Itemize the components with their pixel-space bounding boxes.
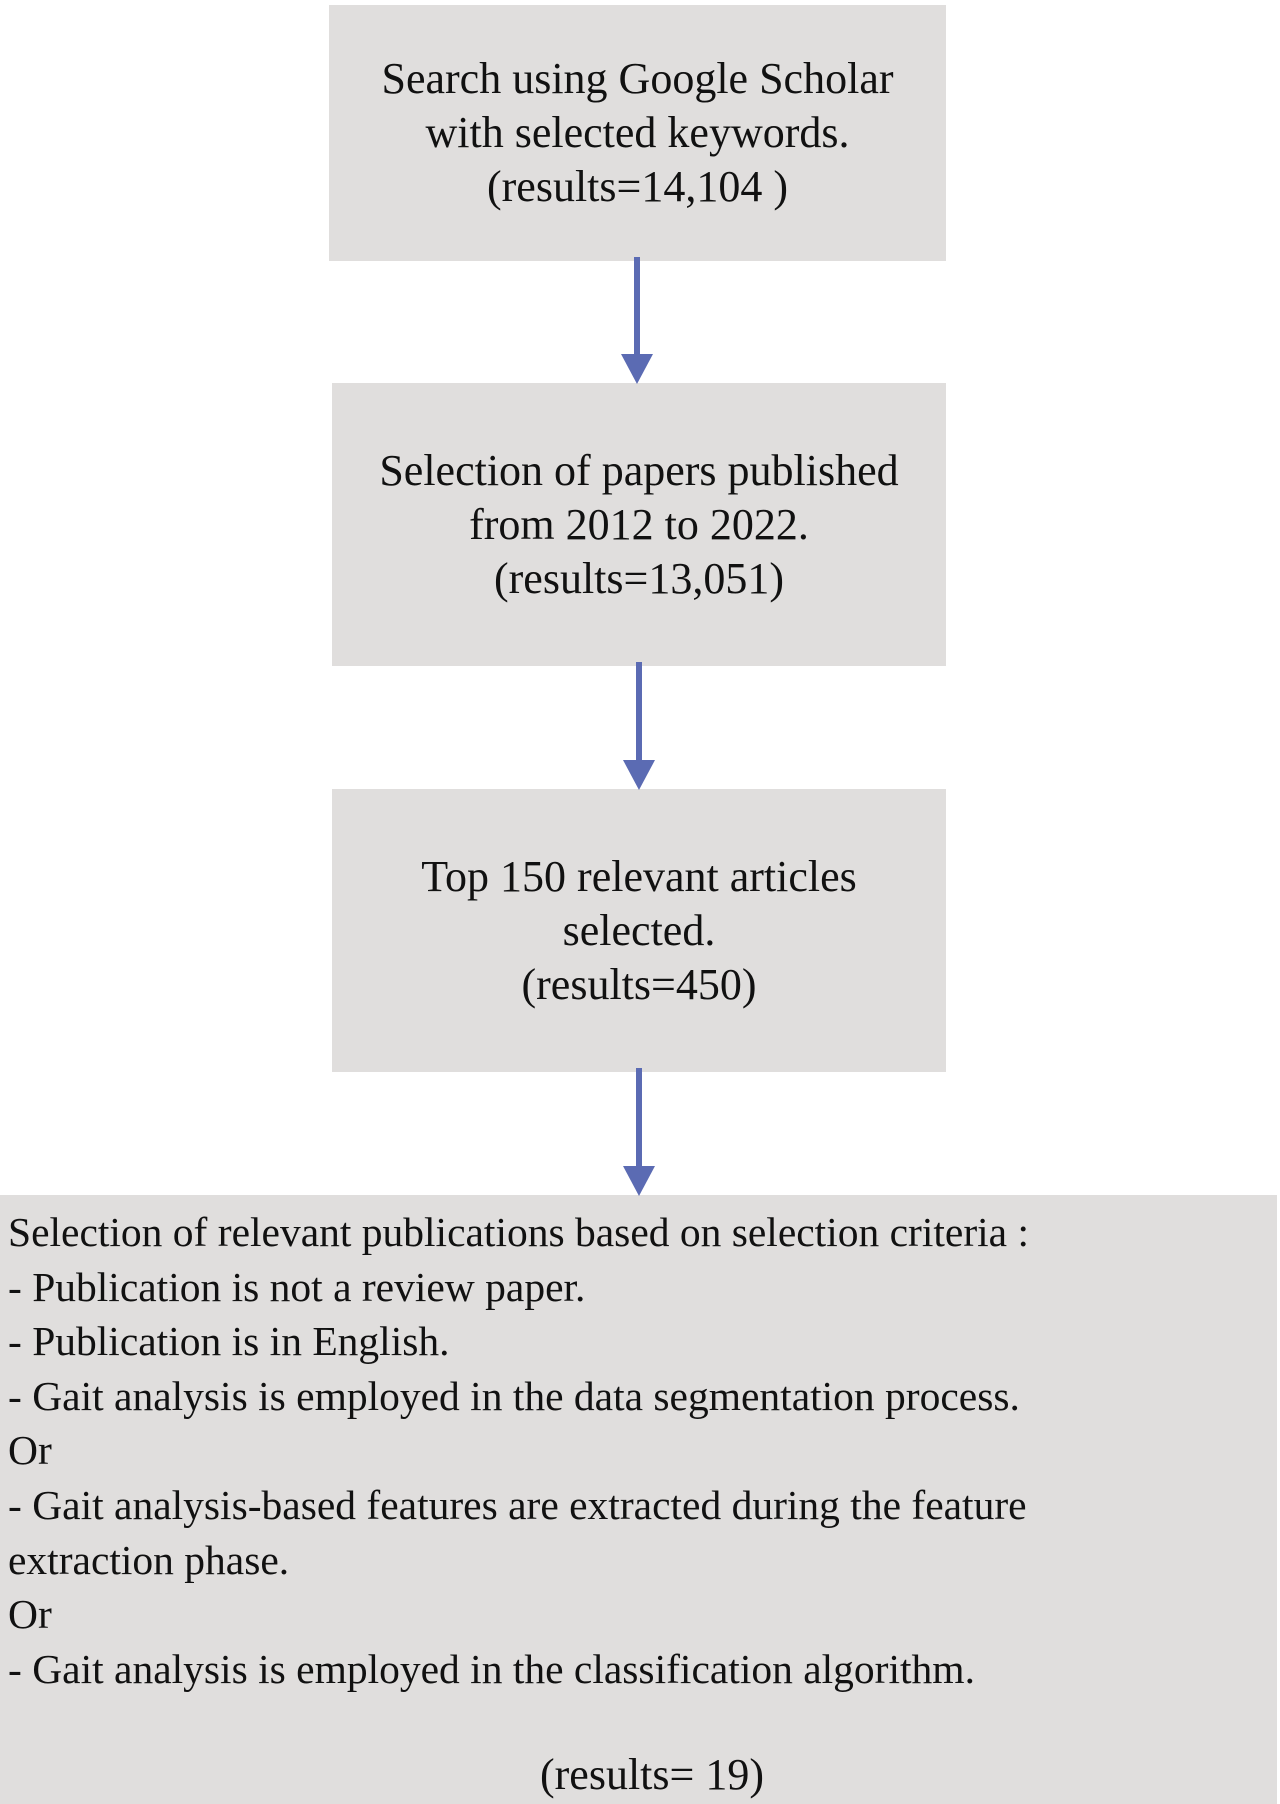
step-2-line-1: Selection of papers published (379, 445, 899, 495)
criteria-item-classification: - Gait analysis is employed in the classification algorithm. (8, 1645, 975, 1692)
step-2-result: (results=13,051) (494, 553, 784, 603)
step-box-google-search (329, 5, 946, 261)
step-1-line-2: with selected keywords. (425, 108, 850, 157)
arrow-step-3-to-4 (623, 1068, 655, 1196)
criteria-item-not-review: - Publication is not a review paper. (8, 1263, 586, 1310)
step-box-selection-criteria (0, 1195, 1277, 1804)
criteria-result: (results= 19) (540, 1750, 764, 1799)
step-1-result: (results=14,104 ) (487, 162, 788, 211)
criteria-heading: Selection of relevant publications based on selection criteria : (8, 1209, 1030, 1255)
criteria-item-segmentation: - Gait analysis is employed in the data segmentation process. (8, 1372, 1020, 1419)
step-box-year-filter (332, 383, 946, 666)
criteria-item-features: - Gait analysis-based features are extracted during the feature (8, 1481, 1027, 1528)
step-box-top-articles (332, 789, 946, 1072)
criteria-item-features-cont: extraction phase. (8, 1536, 290, 1583)
arrow-step-2-to-3 (623, 662, 655, 790)
step-3-line-1: Top 150 relevant articles (421, 851, 857, 901)
criteria-or-2: Or (8, 1591, 52, 1638)
step-2-line-2: from 2012 to 2022. (469, 499, 809, 549)
criteria-item-english: - Publication is in English. (8, 1318, 450, 1365)
step-3-line-2: selected. (562, 905, 716, 955)
step-3-result: (results=450) (521, 959, 757, 1009)
step-1-line-1: Search using Google Scholar (381, 54, 894, 103)
criteria-or-1: Or (8, 1427, 52, 1474)
arrow-step-1-to-2 (621, 257, 653, 384)
